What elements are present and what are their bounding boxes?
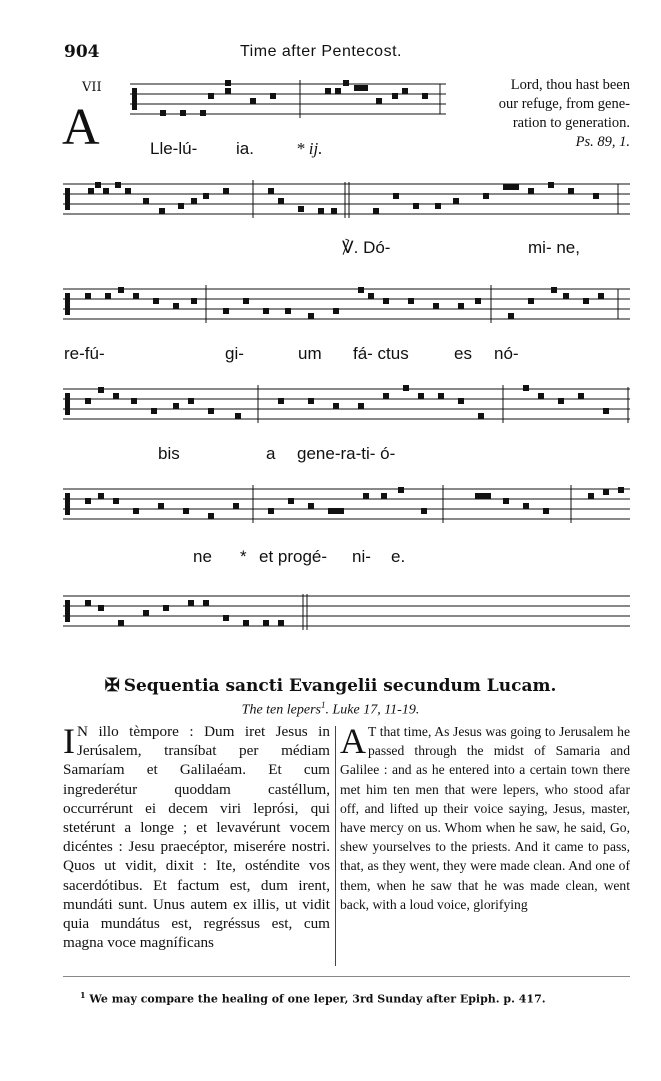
chant-staff-2 <box>63 178 630 226</box>
english-dropcap: A <box>340 721 366 761</box>
psalm-reference: Ps. 89, 1. <box>575 134 630 150</box>
lyric: * <box>240 547 247 566</box>
sequence-title: ✠ Sequentia sancti Evangelii secundum Lucam. <box>104 675 557 696</box>
lyric: Lle-lú- <box>150 139 198 158</box>
lyric: bis <box>158 444 180 463</box>
lyric: * ij. <box>296 139 323 158</box>
chant-staff-5 <box>63 483 630 531</box>
lyric: ne <box>193 547 212 566</box>
cross-icon: ✠ <box>104 675 120 696</box>
psalm-translation: Lord, thou hast been our refuge, from gene- ration to generation. Ps. 89, 1. <box>452 76 630 152</box>
footnote-rule <box>63 976 630 977</box>
column-divider <box>335 726 336 966</box>
lyric: es <box>454 344 472 363</box>
latin-dropcap: I <box>63 721 75 761</box>
initial-letter: A <box>62 99 100 156</box>
sequence-subtitle: The ten lepers$^1$. Luke 17, 11-19. <box>241 700 420 718</box>
lyric: et progé- <box>259 547 328 566</box>
page-number: 904 <box>64 42 100 62</box>
chant-staff-4 <box>63 383 630 431</box>
lyric: ni- <box>352 547 371 566</box>
lyric: a <box>266 444 276 463</box>
lyric: re-fú- <box>64 344 105 363</box>
mode-number: VII <box>82 80 102 95</box>
lyric: um <box>298 344 322 363</box>
lyric: ia. <box>236 139 254 158</box>
lyric: ℣. Dó- <box>342 238 391 257</box>
lyric: gi- <box>225 344 244 363</box>
lyric: fá- ctus <box>353 344 409 363</box>
english-gospel-text: A T that time, As Jesus was going to Jerusalem he passed through the midst of Samaria and Galilee : and as he entered into a certain town there met him ten men that were lepers, who stood afar off, and lifted up their voice saying, Jesus, master, have mercy on us. Whom when he saw, he said, Go, shew yourselves to the priests. And it came to pass, that, as they went, they were made clean. And one of them, when he saw that he was made clean, went back, with a loud voice, glorifying <box>340 721 630 912</box>
lyric: gene-ra-ti- ó- <box>297 444 396 463</box>
lyric: mi- ne, <box>528 238 580 257</box>
footnote: $^1$ We may compare the healing of one leper, 3rd Sunday after Epiph. p. 417. <box>80 990 546 1006</box>
chant-staff-6 <box>63 590 630 638</box>
chant-staff-1 <box>130 78 446 126</box>
latin-gospel-text: I N illo tèmpore : Dum iret Jesus in Jerúsalem, transíbat per médiam Samaríam et Galilaéam. Et cum ingrederétur quoddam castéllum, occurrérunt ei decem viri leprósi, qui stetérunt a longe ; et levavérunt vocem dicéntes : Jesu praecéptor, miserére nostri. Quos ut vidit, dixit : Ite, osténdite vos sacerdótibus. Et factum est, dum irent, mundáti sunt. Unus autem ex illis, ut vidit quia mundátus est, regréssus est, cum magna voce magníficans <box>63 721 330 952</box>
lyric: e. <box>391 547 406 566</box>
lyric: nó- <box>494 344 519 363</box>
chant-staff-3 <box>63 283 630 331</box>
running-title: Time after Pentecost. <box>240 43 402 60</box>
